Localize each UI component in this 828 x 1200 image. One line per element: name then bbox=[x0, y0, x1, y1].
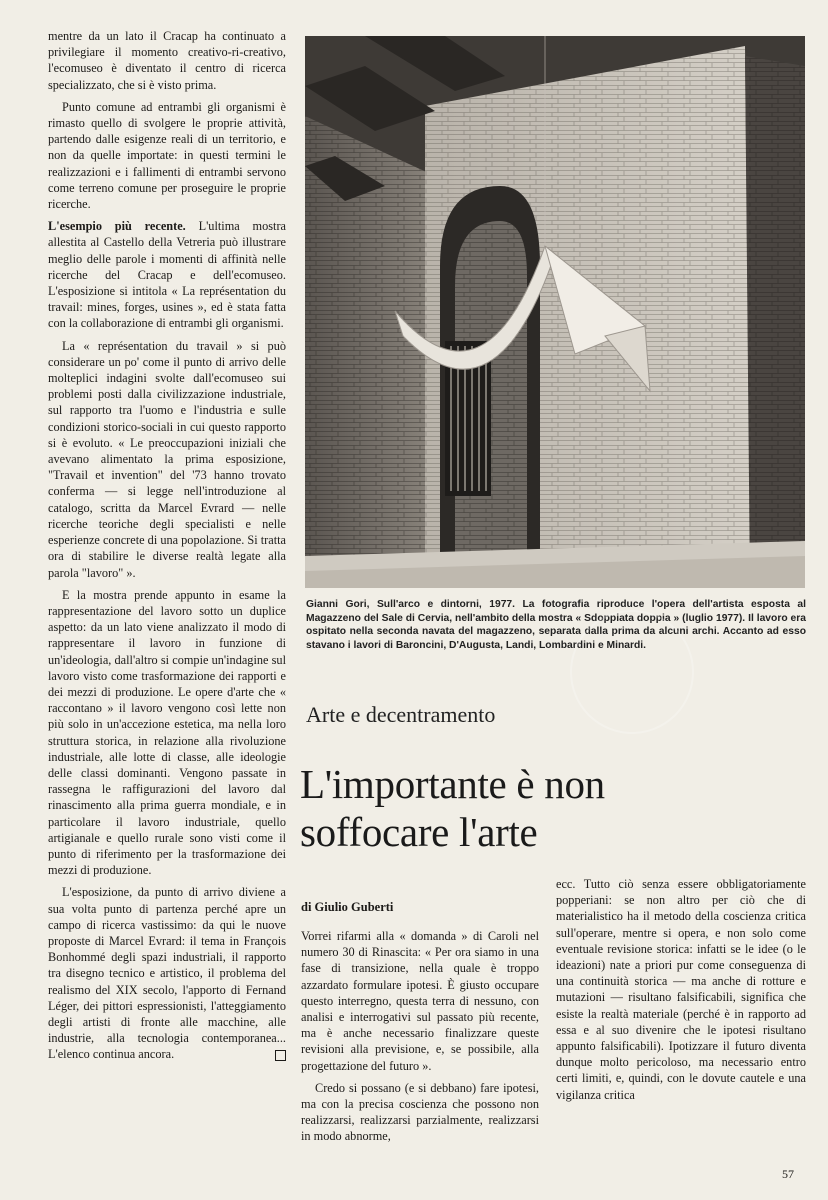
article-headline bbox=[300, 760, 800, 856]
paragraph: Credo si possano (e si debbano) fare ipotesi, ma con la precisa coscienza che possono non realizzarsi, realizzarsi parzialmente, realizzarsi in modo abnorme, bbox=[301, 1080, 539, 1144]
page-number: 57 bbox=[782, 1167, 794, 1181]
watermark-seal bbox=[570, 610, 694, 734]
end-of-article-mark-icon bbox=[275, 1050, 286, 1061]
photograph-arch-installation-icon bbox=[305, 36, 805, 588]
paragraph-lead-in: L'esempio più recente. bbox=[48, 219, 186, 234]
paragraph: E la mostra prende appunto in esame la rappresentazione del lavoro sotto un duplice aspetto: da un lato viene analizzato il modo di rappresentare il lavoro in funzione di un'ideologia, dall'altro si compie un'indagine sul lavoro visto come trasformazione dei rapporti e dei mezzi di produzione. Le opere d'arte che « raccontano » il lavoro vengono così lette non più solo in un'accezione estetica, ma nella loro struttura storica, in relazione alla rivoluzione industriale, alle lotte di classe, alle ideologie delle classi dominanti. Vengono passate in rassegna le raffigurazioni del lavoro dal rinascimento alla prima guerra mondiale, e in particolare il lavoro industriale, quello artigianale e quello rurale sono visti come il punto di riferimento per la trasformazione dei mezzi di produzione. bbox=[48, 587, 286, 878]
headline-line: L'importante è non bbox=[300, 761, 605, 807]
photo-caption: Gianni Gori, Sull'arco e dintorni, 1977. La fotografia riproduce l'opera dell'artista esposta al Magazzeno del Sale di Cervia, nell'ambito della mostra « Sdoppiata doppia » (luglio 1977). Il lavoro era ospitato nella seconda navata del magazzeno, separata dalla prima da alcuni archi. Accanto ad esso stavano i lavori di Baroncini, D'Augusta, Landi, Lombardini e Minardi. bbox=[306, 599, 806, 651]
article-photo bbox=[305, 36, 805, 588]
paragraph bbox=[48, 884, 286, 1062]
paragraph: mentre da un lato il Cracap ha continuato a privilegiare il momento creativo-ri-creativo, l'ecomuseo è diventato il centro di ricerca specializzato, che si è visto prima. bbox=[48, 29, 286, 92]
section-label: Arte e decentramento bbox=[306, 702, 496, 727]
paragraph-body: L'ultima mostra allestita al Castello della Vetreria può illustrare meglio delle parole i momenti di affinità nelle ricerche del Cracap e dell'ecomuseo. L'esposizione si intitola « La représentation du travail: mines, forges, usines », ed è stata fatta con la collaborazione di entrambi gli organismi. bbox=[48, 219, 286, 331]
right-column bbox=[556, 876, 806, 1109]
byline: di Giulio Guberti bbox=[301, 900, 394, 914]
left-column bbox=[48, 28, 286, 1069]
middle-column bbox=[301, 928, 539, 1151]
paragraph bbox=[48, 218, 286, 331]
paragraph-body: L'esposizione, da punto di arrivo diviene a sua volta punto di partenza perché apre un campo di ricerca vastissimo: da qui le nuove proposte di Marcel Evrard: il tema in François Bonhommé degli spazi industriali, il rapporto tra disegno tecnico e artistico, il problema del realismo del XIX secolo, l'apporto di Fernand Léger, dei pittori espressionisti, l'atteggiamento degli artisti di fronte alle macchine, alle industrie, alla tecnologia contemporanea... L'elenco continua ancora. bbox=[48, 885, 286, 1062]
headline-line: soffocare l'arte bbox=[300, 809, 538, 855]
paragraph: Punto comune ad entrambi gli organismi è rimasto quello di svolgere le proprie attività, partendo dalle esigenze reali di un territorio, e non da quelle importate: in questi termini le realizzazioni e i fallimenti di entrambi servono come terreno comune per proseguire le proprie ricerche. bbox=[48, 99, 286, 212]
paragraph: Vorrei rifarmi alla « domanda » di Caroli nel numero 30 di Rinascita: « Per ora siamo in una fase di transizione, nella quale è troppo azzardato formulare ipotesi. È giusto occupare questo interregno, questa terra di nessuno, con analisi e interrogativi sul passato più recente, ma è anche necessario finalizzare queste revisioni alla previsione, e, se possibile, alla progettazione del futuro ». bbox=[301, 929, 539, 1073]
paragraph: La « représentation du travail » si può considerare un po' come il punto di arrivo delle molteplici indagini svolte dall'ecomuseo sui problemi posti dalla civilizzazione industriale, sul rapporto tra l'uomo e l'industria e sulle condizioni storico-sociali in cui questo rapporto si è evoluto. « Le preoccupazioni iniziali che avevano alimentato la prima esposizione, "Travail et invention" del '73 hanno trovato conferma — si legge nell'introduzione al catalogo, scritta da Marcel Evrard — nelle ricerche teoriche degli specialisti e nelle esperienze concrete di una popolazione. Si tratta ora di stabilire le diverse realtà legate alla parola "lavoro" ». bbox=[48, 338, 286, 580]
paragraph: ecc. Tutto ciò senza essere obbligatoriamente popperiani: se non altro per ciò che di materialistico ha il metodo della coscienza critica sull'operare, mentre si opera, e non solo come eventuale revisione storica: infatti se le idee (o le ideazioni) nate a priori pur come conseguenza di una continuità storica — ma anche di rotture e mutazioni — risultano falsificabili, significa che esiste la realtà materiale (perché è in rapporto ad essa e al suo divenire che le ipotesi risultano appunto falsificabili). Ipotizzare il futuro diventa dunque molto pericoloso, ma necessario entro certi limiti, e, quindi, con le dovute cautele e una vigilanza critica bbox=[556, 877, 806, 1102]
